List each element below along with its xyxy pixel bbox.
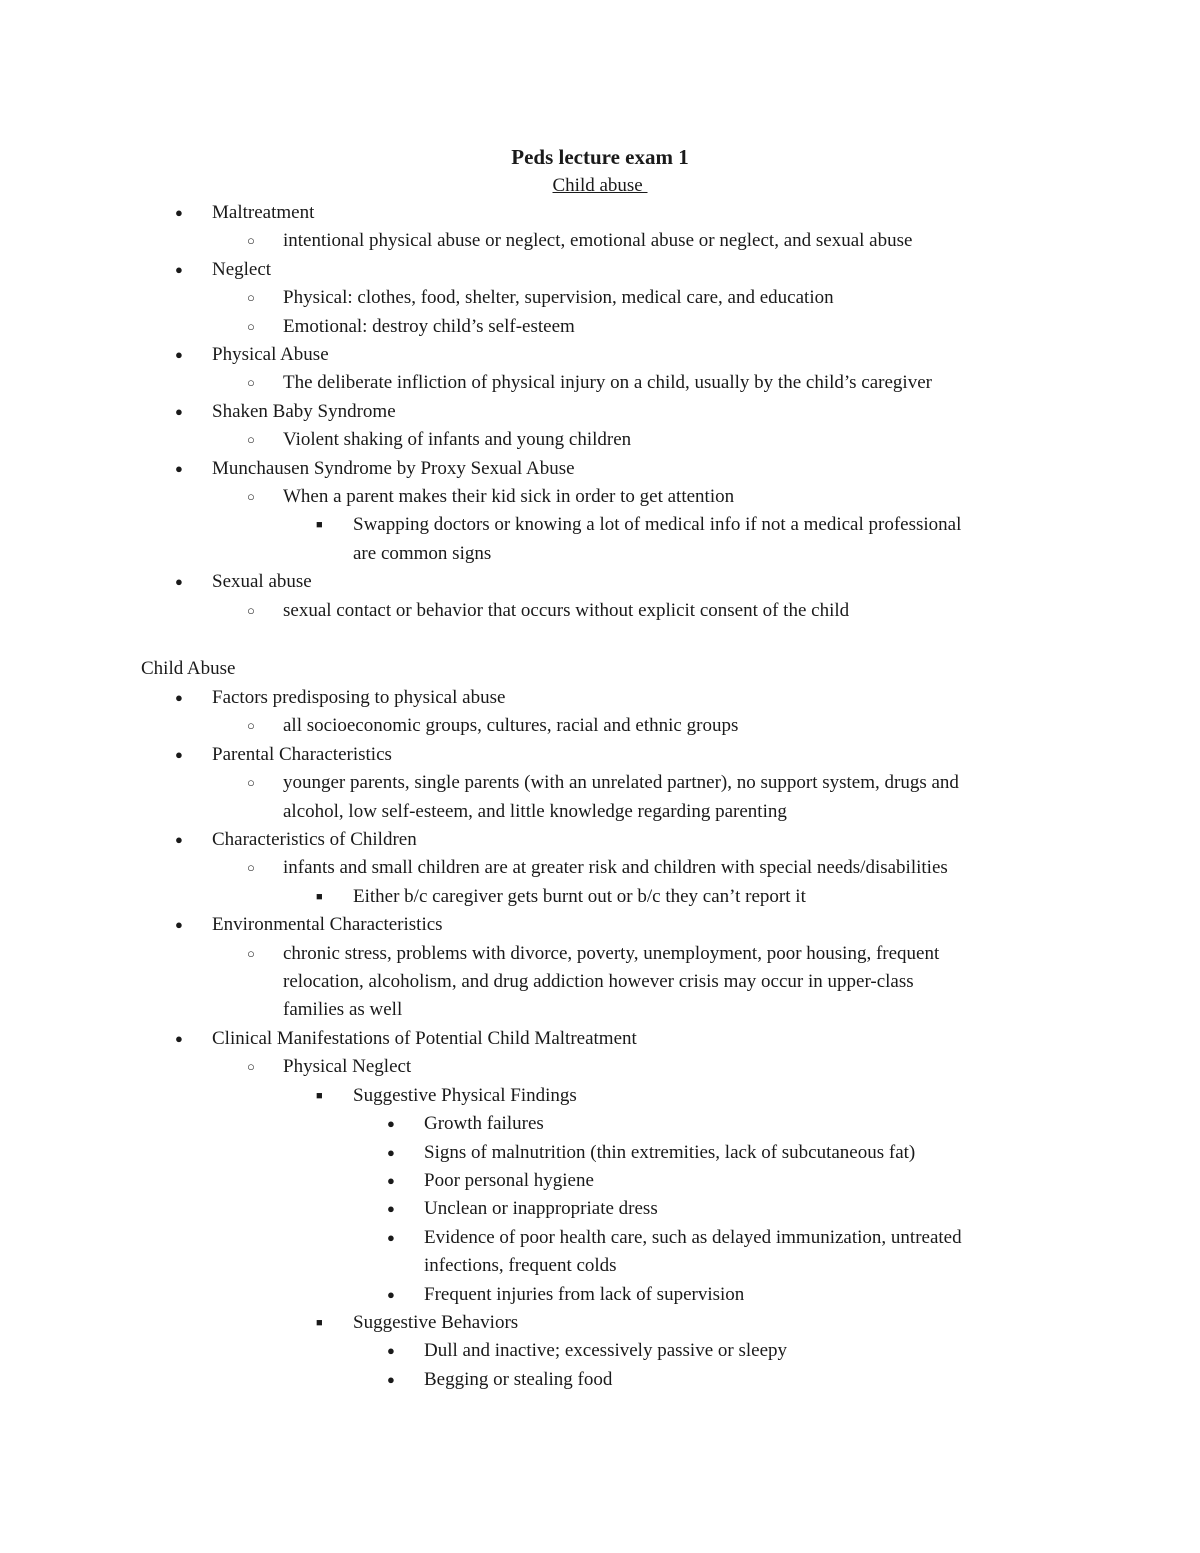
- list-item: [0, 227, 1200, 255]
- list-item: [0, 826, 1200, 854]
- bullet-disc-icon: ●: [175, 205, 183, 220]
- document-subtitle-text: Child abuse: [552, 175, 648, 196]
- list-item-text: Growth failures: [424, 1113, 544, 1135]
- bullet-disc-icon: ●: [387, 1201, 395, 1217]
- list-item-text: When a parent makes their kid sick in order to get attention: [283, 486, 735, 508]
- list-item-text: Frequent injuries from lack of supervision: [424, 1283, 745, 1305]
- bullet-circle-icon: ○: [247, 375, 255, 391]
- section-heading: Child Abuse: [141, 658, 236, 679]
- list-item-text: Physical: clothes, food, shelter, supervision, medical care, and education: [283, 287, 834, 309]
- list-item: [0, 1167, 1200, 1195]
- list-item-text: Maltreatment: [212, 202, 315, 223]
- list-item-text: Factors predisposing to physical abuse: [212, 687, 506, 708]
- list-item-text: Suggestive Physical Findings: [353, 1084, 577, 1106]
- bullet-circle-icon: ○: [247, 945, 255, 961]
- list-item: [0, 1309, 1200, 1337]
- bullet-disc-icon: ●: [387, 1286, 395, 1302]
- bullet-circle-icon: ○: [247, 233, 255, 249]
- list-item: [0, 426, 1200, 454]
- list-item-text: Dull and inactive; excessively passive or sleepy: [424, 1340, 788, 1362]
- list-item: [0, 712, 1200, 740]
- bullet-square-icon: ■: [316, 1089, 323, 1102]
- document-title: Peds lecture exam 1: [511, 145, 689, 169]
- bullet-disc-icon: ●: [387, 1172, 395, 1188]
- list-item-text: Munchausen Syndrome by Proxy Sexual Abuse: [212, 457, 575, 479]
- list-item: [0, 199, 1200, 227]
- list-item-text: all socioeconomic groups, cultures, racial and ethnic groups: [283, 715, 739, 737]
- bullet-square-icon: ■: [316, 890, 323, 903]
- list-item: [0, 1110, 1200, 1138]
- bullet-disc-icon: ●: [175, 347, 183, 363]
- list-item-continuation: alcohol, low self-esteem, and little knowledge regarding parenting: [283, 800, 787, 822]
- list-item-text: Sexual abuse: [212, 571, 312, 593]
- bullet-disc-icon: ●: [175, 1030, 183, 1046]
- bullet-circle-icon: ○: [247, 602, 255, 618]
- list-item-continuation: are common signs: [353, 542, 492, 564]
- bullet-circle-icon: ○: [247, 860, 255, 876]
- list-item: [0, 341, 1200, 369]
- list-item: [0, 455, 1200, 483]
- list-item-text: Begging or stealing food: [424, 1368, 613, 1390]
- section-child-abuse-definitions: [0, 199, 1200, 625]
- bullet-circle-icon: ○: [247, 432, 255, 448]
- bullet-disc-icon: ●: [387, 1116, 395, 1132]
- list-item-continuation: families as well: [283, 999, 403, 1021]
- list-item: [0, 1281, 1200, 1309]
- bullet-disc-icon: ●: [175, 403, 183, 419]
- list-item-text: Suggestive Behaviors: [353, 1311, 519, 1333]
- list-item-text: Violent shaking of infants and young children: [283, 429, 632, 451]
- document-subtitle: [0, 172, 1200, 200]
- list-item-text: Swapping doctors or knowing a lot of medical info if not a medical professional: [353, 514, 962, 536]
- list-item: [0, 1139, 1200, 1167]
- list-item: [0, 1053, 1200, 1081]
- bullet-circle-icon: ○: [247, 290, 255, 306]
- bullet-disc-icon: ●: [175, 746, 183, 762]
- bullet-disc-icon: ●: [175, 832, 183, 848]
- list-item-continuation: relocation, alcoholism, and drug addiction however crisis may occur in upper-class: [283, 971, 914, 993]
- list-item-text: Evidence of poor health care, such as delayed immunization, untreated: [424, 1226, 962, 1248]
- list-item-text: Parental Characteristics: [212, 743, 392, 765]
- list-item: [0, 1337, 1200, 1365]
- bullet-circle-icon: ○: [247, 1059, 255, 1075]
- list-item-text: Characteristics of Children: [212, 829, 417, 851]
- list-item-text: The deliberate infliction of physical injury on a child, usually by the child’s caregiver: [283, 372, 932, 394]
- list-item: [0, 511, 1200, 568]
- list-item: [0, 1195, 1200, 1223]
- list-item-text: Poor personal hygiene: [424, 1169, 594, 1191]
- section-child-abuse-factors: [0, 684, 1200, 1394]
- list-item-text: sexual contact or behavior that occurs without explicit consent of the child: [283, 599, 850, 621]
- bullet-disc-icon: ●: [387, 1343, 395, 1359]
- bullet-disc-icon: ●: [175, 460, 183, 476]
- bullet-disc-icon: ●: [387, 1371, 395, 1387]
- list-item: [0, 1224, 1200, 1281]
- bullet-disc-icon: ●: [175, 261, 183, 277]
- list-item-text: Either b/c caregiver gets burnt out or b/c they can’t report it: [353, 885, 806, 907]
- list-item: [0, 369, 1200, 397]
- list-item: [0, 284, 1200, 312]
- list-item-text: younger parents, single parents (with an unrelated partner), no support system, drugs and: [283, 772, 959, 794]
- bullet-disc-icon: ●: [175, 917, 183, 933]
- bullet-square-icon: ■: [316, 1316, 323, 1329]
- bullet-disc-icon: ●: [175, 574, 183, 590]
- list-item: [0, 854, 1200, 882]
- list-item-text: intentional physical abuse or neglect, emotional abuse or neglect, and sexual abuse: [283, 230, 913, 252]
- list-item-continuation: infections, frequent colds: [424, 1255, 617, 1277]
- list-item-text: chronic stress, problems with divorce, poverty, unemployment, poor housing, frequent: [283, 942, 940, 964]
- list-item: [0, 769, 1200, 826]
- bullet-disc-icon: ●: [387, 1144, 395, 1160]
- bullet-circle-icon: ○: [247, 718, 255, 734]
- list-item: [0, 741, 1200, 769]
- list-item: [0, 1366, 1200, 1394]
- bullet-circle-icon: ○: [247, 489, 255, 505]
- list-item-text: Signs of malnutrition (thin extremities, lack of subcutaneous fat): [424, 1141, 916, 1163]
- bullet-disc-icon: ●: [387, 1229, 395, 1245]
- list-item-text: Unclean or inappropriate dress: [424, 1198, 658, 1220]
- list-item: [0, 1082, 1200, 1110]
- list-item: [0, 940, 1200, 1025]
- list-item: [0, 256, 1200, 284]
- list-item: [0, 684, 1200, 712]
- list-item: [0, 597, 1200, 625]
- list-item: [0, 911, 1200, 939]
- list-item: [0, 1025, 1200, 1053]
- list-item-text: Shaken Baby Syndrome: [212, 400, 396, 422]
- list-item: [0, 568, 1200, 596]
- bullet-disc-icon: ●: [175, 690, 183, 705]
- bullet-square-icon: ■: [316, 519, 323, 532]
- bullet-circle-icon: ○: [247, 318, 255, 334]
- list-item: [0, 483, 1200, 511]
- list-item-text: Emotional: destroy child’s self-esteem: [283, 315, 575, 337]
- list-item-text: Physical Neglect: [283, 1056, 412, 1078]
- list-item-text: Clinical Manifestations of Potential Child Maltreatment: [212, 1027, 637, 1049]
- bullet-circle-icon: ○: [247, 775, 255, 791]
- list-item: [0, 398, 1200, 426]
- list-item: [0, 883, 1200, 911]
- list-item-text: infants and small children are at greater risk and children with special needs/disabilities: [283, 857, 948, 879]
- list-item: [0, 313, 1200, 341]
- list-item-text: Neglect: [212, 258, 272, 280]
- list-item-text: Environmental Characteristics: [212, 914, 443, 936]
- list-item-text: Physical Abuse: [212, 344, 329, 366]
